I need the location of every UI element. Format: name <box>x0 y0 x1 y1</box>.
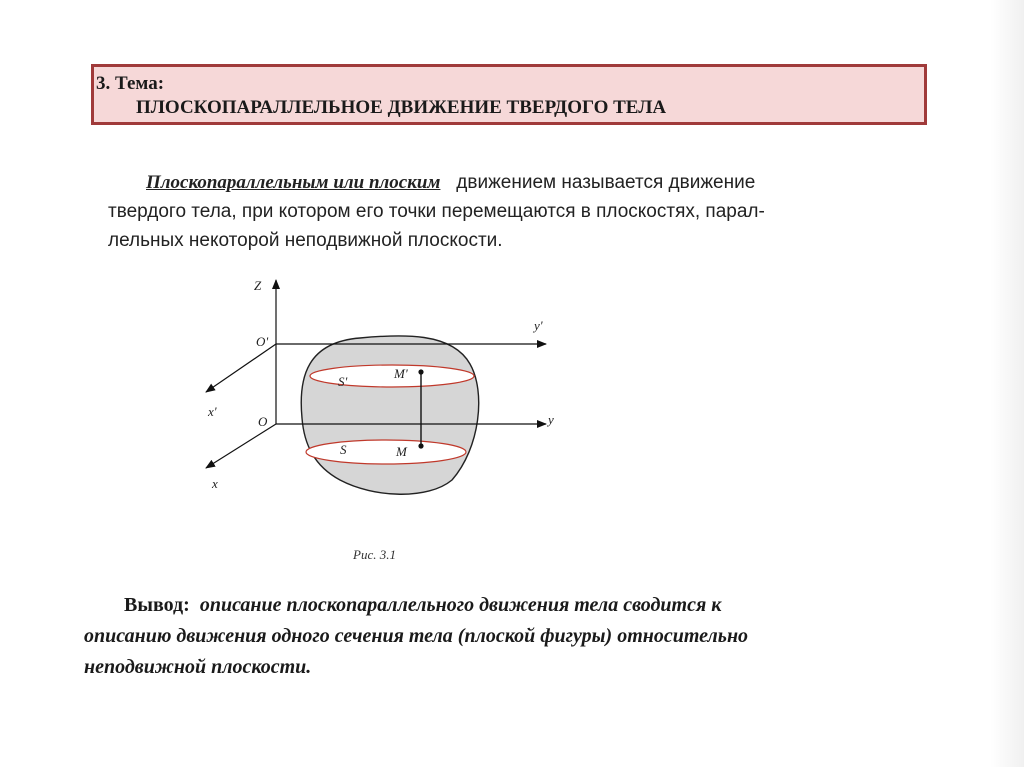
point-m <box>418 443 423 448</box>
definition-line-3: лельных некоторой неподвижной плоскости. <box>108 230 503 251</box>
conclusion-line-1 <box>84 590 964 621</box>
x-axis <box>206 424 276 468</box>
definition-term: Плоскопараллельным или плоским <box>146 172 441 193</box>
topic-header <box>96 72 924 96</box>
conclusion-line-3: неподвижной плоскости. <box>84 656 312 678</box>
label-x: x <box>212 476 218 491</box>
conclusion-label: Вывод: <box>124 594 190 616</box>
label-m: M <box>396 444 407 459</box>
topic-label: Тема: <box>115 73 165 94</box>
topic-title-box <box>91 64 927 125</box>
definition-line-1 <box>108 168 930 197</box>
x-prime-axis <box>206 344 276 392</box>
point-m-prime <box>418 369 423 374</box>
definition-line-2: твердого тела, при котором его точки перемещаются в плоскостях, парал- <box>108 201 765 222</box>
label-o-prime: O' <box>256 334 269 349</box>
conclusion-paragraph <box>84 590 964 683</box>
rigid-body-shape <box>301 336 479 494</box>
rigid-body-diagram <box>190 268 570 508</box>
figure-caption: Рис. 3.1 <box>353 547 396 562</box>
label-y: y <box>548 412 554 427</box>
page-edge-shadow <box>990 0 1024 767</box>
label-s: S <box>340 442 347 457</box>
conclusion-line-1-text: описание плоскопараллельного движения тела сводится к <box>199 594 722 616</box>
label-m-prime: M' <box>394 366 408 381</box>
definition-line-1-rest: движением называется движение <box>456 172 756 193</box>
label-x-prime: x' <box>208 404 217 419</box>
label-s-prime: S' <box>338 374 348 389</box>
topic-subject: ПЛОСКОПАРАЛЛЕЛЬНОЕ ДВИЖЕНИЕ ТВЕРДОГО ТЕЛА <box>136 97 667 118</box>
label-o: O <box>258 414 268 429</box>
conclusion-line-2: описанию движения одного сечения тела (плоской фигуры) относительно <box>84 625 749 647</box>
label-z: Z <box>254 278 262 293</box>
definition-paragraph <box>108 168 930 255</box>
lower-section-s <box>306 440 466 464</box>
label-y-prime: y' <box>534 318 543 333</box>
upper-section-s-prime <box>310 365 474 387</box>
topic-number: 3. <box>96 73 111 94</box>
